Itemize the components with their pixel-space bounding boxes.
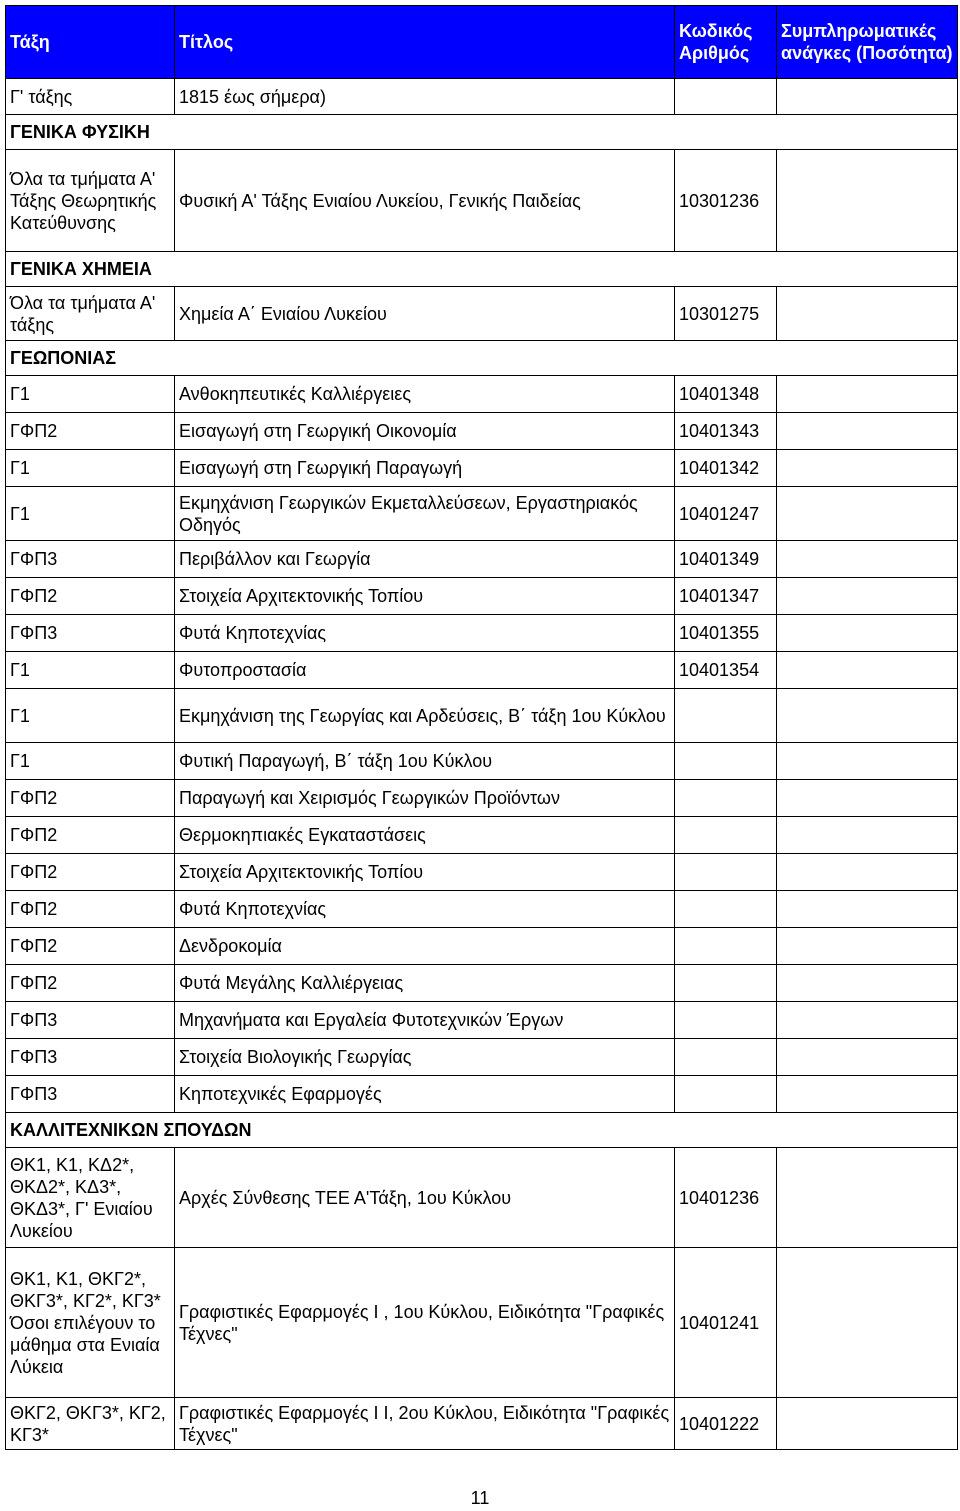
- row-code: [675, 780, 777, 817]
- row-code: [675, 928, 777, 965]
- section-agronomy: [6, 341, 958, 376]
- row-needs: [777, 1076, 958, 1113]
- row-class: Γ1: [6, 376, 175, 413]
- table-row: [6, 743, 958, 780]
- row-class: ΘΚ1, Κ1, ΚΔ2*, ΘΚΔ2*, ΚΔ3*, ΘΚΔ3*, Γ' Ενιαίου Λυκείου: [6, 1148, 175, 1248]
- row-title: Αρχές Σύνθεσης ΤΕΕ Α'Τάξη, 1ου Κύκλου: [175, 1148, 675, 1248]
- row-needs: [777, 854, 958, 891]
- row-title: Εκμηχάνιση της Γεωργίας και Αρδεύσεις, Β΄ τάξη 1ου Κύκλου: [175, 689, 675, 743]
- row-title: Φυτοπροστασία: [175, 652, 675, 689]
- row-title: Φυτική Παραγωγή, Β΄ τάξη 1ου Κύκλου: [175, 743, 675, 780]
- table-row: [6, 287, 958, 341]
- row-title: Δενδροκομία: [175, 928, 675, 965]
- row-class: ΓΦΠ2: [6, 413, 175, 450]
- row-needs: [777, 891, 958, 928]
- table-row: [6, 541, 958, 578]
- row-code: 10401347: [675, 578, 777, 615]
- row-class: ΓΦΠ2: [6, 780, 175, 817]
- row-title: Γραφιστικές Εφαρμογές Ι , 1ου Κύκλου, Ειδικότητα "Γραφικές Τέχνες": [175, 1248, 675, 1398]
- intro-code: [675, 79, 777, 115]
- table-row: [6, 578, 958, 615]
- row-class: ΓΦΠ2: [6, 817, 175, 854]
- row-code: 10401247: [675, 487, 777, 541]
- row-title: Ανθοκηπευτικές Καλλιέργειες: [175, 376, 675, 413]
- row-code: 10301275: [675, 287, 777, 341]
- row-title: Στοιχεία Αρχιτεκτονικής Τοπίου: [175, 578, 675, 615]
- table-row: [6, 854, 958, 891]
- row-code: [675, 854, 777, 891]
- row-title: Φυτά Κηποτεχνίας: [175, 615, 675, 652]
- table-row: [6, 413, 958, 450]
- row-needs: [777, 413, 958, 450]
- table-row: [6, 780, 958, 817]
- table-row: [6, 817, 958, 854]
- row-class: Γ1: [6, 743, 175, 780]
- row-title: Κηποτεχνικές Εφαρμογές: [175, 1076, 675, 1113]
- row-code: 10401222: [675, 1398, 777, 1450]
- section-title: ΓΕΩΠΟΝΙΑΣ: [6, 341, 958, 376]
- row-class: ΓΦΠ2: [6, 965, 175, 1002]
- row-title: Θερμοκηπιακές Εγκαταστάσεις: [175, 817, 675, 854]
- table-row: [6, 891, 958, 928]
- intro-row: [6, 79, 958, 115]
- row-needs: [777, 150, 958, 252]
- header-title: Τίτλος: [175, 6, 675, 79]
- row-needs: [777, 615, 958, 652]
- row-code: [675, 891, 777, 928]
- row-title: Μηχανήματα και Εργαλεία Φυτοτεχνικών Έργων: [175, 1002, 675, 1039]
- row-needs: [777, 1039, 958, 1076]
- row-code: [675, 1002, 777, 1039]
- row-needs: [777, 780, 958, 817]
- row-class: ΓΦΠ3: [6, 1002, 175, 1039]
- row-code: 10401236: [675, 1148, 777, 1248]
- row-class: ΘΚΓ2, ΘΚΓ3*, ΚΓ2, ΚΓ3*: [6, 1398, 175, 1450]
- row-code: 10401349: [675, 541, 777, 578]
- row-title: Περιβάλλον και Γεωργία: [175, 541, 675, 578]
- row-class: ΓΦΠ3: [6, 1076, 175, 1113]
- row-title: Χημεία Α΄ Ενιαίου Λυκείου: [175, 287, 675, 341]
- row-class: ΓΦΠ2: [6, 578, 175, 615]
- row-needs: [777, 376, 958, 413]
- row-code: [675, 965, 777, 1002]
- row-code: [675, 1039, 777, 1076]
- section-title: ΓΕΝΙΚΑ ΧΗΜΕΙΑ: [6, 252, 958, 287]
- header-needs: Συμπληρωματικές ανάγκες (Ποσότητα): [777, 6, 958, 79]
- table-row: [6, 150, 958, 252]
- row-code: [675, 817, 777, 854]
- row-class: ΓΦΠ2: [6, 928, 175, 965]
- row-code: 10401343: [675, 413, 777, 450]
- row-class: Γ1: [6, 450, 175, 487]
- row-title: Φυτά Μεγάλης Καλλιέργειας: [175, 965, 675, 1002]
- table-row: [6, 689, 958, 743]
- row-code: 10401354: [675, 652, 777, 689]
- row-title: Παραγωγή και Χειρισμός Γεωργικών Προϊόντων: [175, 780, 675, 817]
- table-row: [6, 652, 958, 689]
- section-title: ΚΑΛΛΙΤΕΧΝΙΚΩΝ ΣΠΟΥΔΩΝ: [6, 1113, 958, 1148]
- row-needs: [777, 450, 958, 487]
- table-row: [6, 450, 958, 487]
- section-title: ΓΕΝΙΚΑ ΦΥΣΙΚΗ: [6, 115, 958, 150]
- intro-title: 1815 έως σήμερα): [175, 79, 675, 115]
- row-needs: [777, 287, 958, 341]
- row-class: ΓΦΠ3: [6, 1039, 175, 1076]
- row-needs: [777, 1148, 958, 1248]
- row-class: ΓΦΠ3: [6, 615, 175, 652]
- table-row: [6, 965, 958, 1002]
- row-class: ΓΦΠ3: [6, 541, 175, 578]
- supply-table: [5, 5, 958, 1450]
- row-class: Γ1: [6, 487, 175, 541]
- row-class: Γ1: [6, 652, 175, 689]
- table-row: [6, 1076, 958, 1113]
- section-art: [6, 1113, 958, 1148]
- table-row: [6, 615, 958, 652]
- header-class: Τάξη: [6, 6, 175, 79]
- table-row: [6, 1248, 958, 1398]
- row-class: Όλα τα τμήματα Α' Τάξης Θεωρητικής Κατεύθυνσης: [6, 150, 175, 252]
- row-needs: [777, 928, 958, 965]
- row-code: [675, 1076, 777, 1113]
- table-header: [6, 6, 958, 79]
- row-class: ΓΦΠ2: [6, 891, 175, 928]
- table-row: [6, 1039, 958, 1076]
- row-needs: [777, 965, 958, 1002]
- header-code: Κωδικός Αριθμός: [675, 6, 777, 79]
- table-row: [6, 376, 958, 413]
- row-needs: [777, 817, 958, 854]
- intro-needs: [777, 79, 958, 115]
- row-needs: [777, 1248, 958, 1398]
- row-class: Όλα τα τμήματα Α' τάξης: [6, 287, 175, 341]
- row-code: 10401342: [675, 450, 777, 487]
- row-code: [675, 743, 777, 780]
- row-needs: [777, 541, 958, 578]
- table-row: [6, 1398, 958, 1450]
- row-title: Εισαγωγή στη Γεωργική Παραγωγή: [175, 450, 675, 487]
- row-class: ΓΦΠ2: [6, 854, 175, 891]
- row-needs: [777, 578, 958, 615]
- row-title: Εκμηχάνιση Γεωργικών Εκμεταλλεύσεων, Εργαστηριακός Οδηγός: [175, 487, 675, 541]
- row-needs: [777, 689, 958, 743]
- table-row: [6, 487, 958, 541]
- row-code: 10401355: [675, 615, 777, 652]
- row-class: ΘΚ1, Κ1, ΘΚΓ2*, ΘΚΓ3*, ΚΓ2*, ΚΓ3* Όσοι επιλέγουν το μάθημα στα Ενιαία Λύκεια: [6, 1248, 175, 1398]
- row-code: 10401241: [675, 1248, 777, 1398]
- row-needs: [777, 743, 958, 780]
- page-number: 11: [470, 1488, 490, 1508]
- section-physics: [6, 115, 958, 150]
- row-title: Εισαγωγή στη Γεωργική Οικονομία: [175, 413, 675, 450]
- table-row: [6, 1002, 958, 1039]
- row-title: Φυσική Α' Τάξης Ενιαίου Λυκείου, Γενικής Παιδείας: [175, 150, 675, 252]
- row-class: Γ1: [6, 689, 175, 743]
- row-needs: [777, 1398, 958, 1450]
- row-code: 10401348: [675, 376, 777, 413]
- row-needs: [777, 1002, 958, 1039]
- intro-class: Γ' τάξης: [6, 79, 175, 115]
- row-code: [675, 689, 777, 743]
- row-title: Φυτά Κηποτεχνίας: [175, 891, 675, 928]
- row-code: 10301236: [675, 150, 777, 252]
- row-title: Γραφιστικές Εφαρμογές Ι Ι, 2ου Κύκλου, Ειδικότητα "Γραφικές Τέχνες": [175, 1398, 675, 1450]
- row-title: Στοιχεία Βιολογικής Γεωργίας: [175, 1039, 675, 1076]
- row-needs: [777, 487, 958, 541]
- table-row: [6, 928, 958, 965]
- row-needs: [777, 652, 958, 689]
- table-row: [6, 1148, 958, 1248]
- row-title: Στοιχεία Αρχιτεκτονικής Τοπίου: [175, 854, 675, 891]
- section-chemistry: [6, 252, 958, 287]
